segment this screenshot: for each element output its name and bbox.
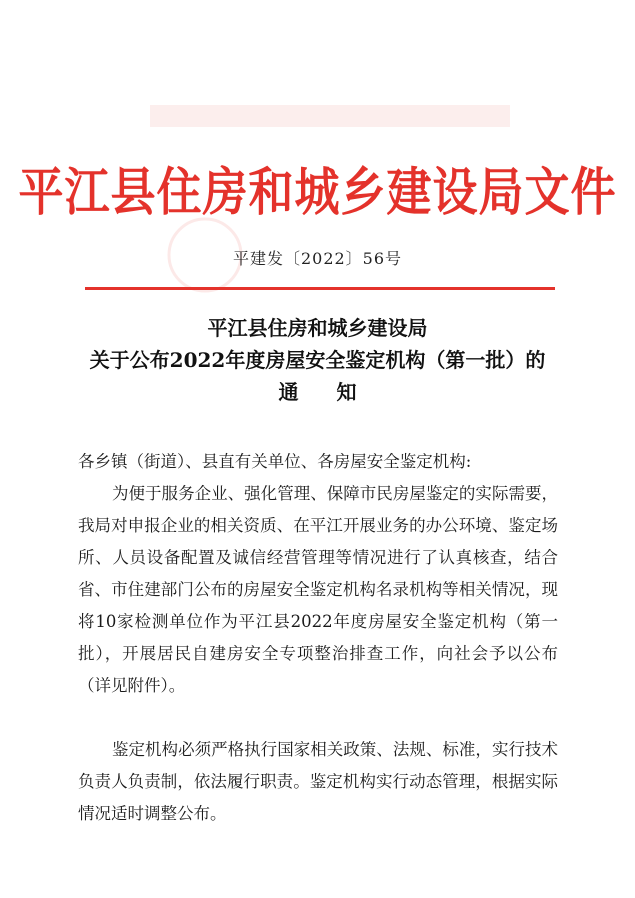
document-header-title: 平江县住房和城乡建设局文件 [18,161,617,223]
red-divider-line [85,287,555,290]
salutation: 各乡镇（街道）、县直有关单位、各房屋安全鉴定机构: [78,452,472,471]
notice-title-line-2: 关于公布2022年度房屋安全鉴定机构（第一批）的 [89,348,546,372]
document-number: 平建发〔2022〕56号 [232,249,403,268]
body-paragraph-2: 鉴定机构必须严格执行国家相关政策、法规、标准，实行技术负责人负责制，依法履行职责。鉴定机构实行动态管理，根据实际情况适时调整公布。 [78,740,558,823]
notice-title-line-3: 通知 [278,380,395,404]
faint-bleedthrough-mark [150,95,510,155]
body-paragraph-1: 为便于服务企业、强化管理、保障市民房屋鉴定的实际需要，我局对申报企业的相关资质、在平江开展业务的办公环境、鉴定场所、人员设备配置及诚信经营管理等情况进行了认真核查，结合省、市住建部门公布的房屋安全鉴定机构名录机构等相关情况，现将10家检测单位作为平江县2022年度房屋安全鉴定机构（第一批），开展居民自建房安全专项整治排查工作，向社会予以公布（详见附件）。 [78,484,558,695]
notice-title-line-1: 平江县住房和城乡建设局 [207,316,428,340]
